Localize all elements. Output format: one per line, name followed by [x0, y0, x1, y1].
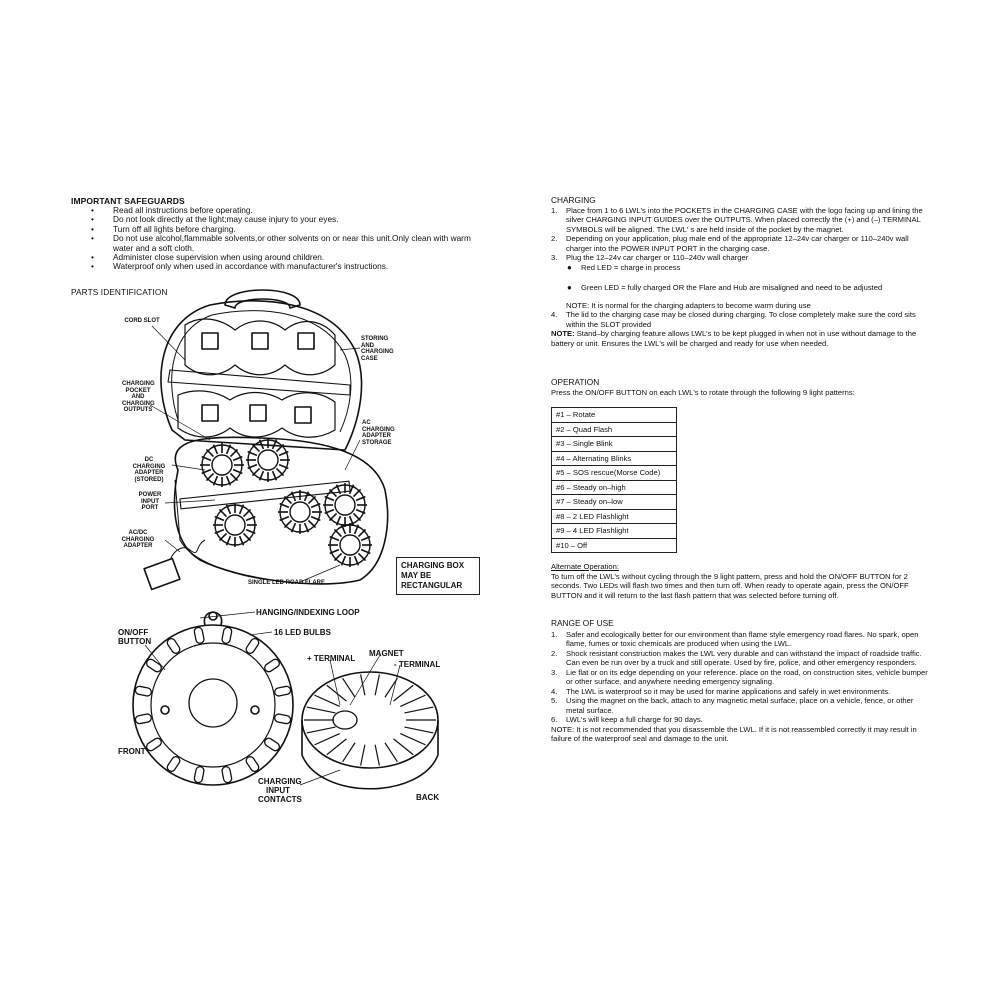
charging-item: 2. Depending on your application, plug male end of the appropriate 12–24v car charger or 110–240v wall charger into the POWER INPUT PORT in the charging case. — [551, 234, 909, 253]
operation-section — [551, 378, 931, 397]
safeguard-item: • Turn off all lights before charging. — [71, 225, 471, 234]
label-single-flare: SINGLE LED ROAD FLARE — [248, 580, 326, 586]
led-bulb — [166, 755, 182, 773]
label-minus-terminal: - TERMINAL — [394, 660, 441, 669]
range-item: 2. Shock resistant construction makes the LWL very durable and can withstand the impact of roadside traffic. Can even be run over by a truck and still operate. Used by fire, police, and other emergency responders. — [551, 648, 922, 668]
led-bulb — [245, 755, 261, 773]
charging-note1: NOTE: It is normal for the charging adapters to become warm during use — [566, 300, 811, 310]
range-note: NOTE: It is not recommended that you disassemble the LWL. If it is not reassembled correctly it may result in failure of the waterproof seal and damage to the unit. — [551, 724, 917, 744]
label-dc-adapter: DC CHARGING ADAPTER (STORED) — [132, 457, 166, 483]
rib — [307, 727, 336, 733]
small-flare — [246, 438, 290, 482]
pattern-row: #1 – Rotate — [552, 408, 677, 423]
led-red: ● Red LED = charge in process — [551, 263, 931, 272]
magnet-disc — [333, 711, 357, 729]
rib — [327, 685, 347, 701]
pattern-row: #6 – Steady on–high — [552, 480, 677, 495]
alternate-operation — [551, 562, 927, 600]
wall-plug — [144, 559, 180, 590]
rib — [343, 743, 355, 762]
rib — [343, 678, 355, 697]
led-bulb — [245, 637, 261, 655]
alt-heading: Alternate Operation: — [551, 562, 619, 571]
range-item: 4. The LWL is waterproof so it may be used for marine applications and safely in wet environments. — [551, 686, 891, 696]
safeguard-item: • Do not look directly at the light;may cause injury to your eyes. — [71, 215, 471, 224]
label-cord-slot: CORD SLOT — [124, 318, 160, 324]
small-flare — [200, 443, 244, 487]
rib — [405, 707, 434, 713]
small-flare — [213, 503, 257, 547]
small-flare — [278, 490, 322, 534]
rib — [314, 695, 339, 706]
safeguards-heading: IMPORTANT SAFEGUARDS — [71, 196, 185, 206]
led-bulb — [194, 627, 205, 644]
pattern-row: #8 – 2 LED Flashlight — [552, 509, 677, 524]
charging-item: 1. Place from 1 to 6 LWL's into the POCKETS in the CHARGING CASE with the logo facing up and lining the silver CHARGING INPUT GUIDES over the OUTPUTS. When placed correctly the (+) and (–) TERMINAL SYMBOLS will be aligned. The LWL' s are held inside of the pocket by the magnet. — [551, 205, 923, 234]
range-item: 3. Lie flat or on its edge depending on your reference. place on the road, on construction sites, vehicle bumper or other surface, and anywhere needing emergency signaling. — [551, 667, 928, 687]
hanging-loop — [204, 612, 221, 625]
led-bulb — [274, 686, 291, 697]
label-contacts: CHARGING INPUT CONTACTS — [258, 777, 302, 804]
charging-heading: CHARGING — [551, 195, 596, 205]
led-bulb — [145, 658, 163, 674]
label-acdc-adapter: AC/DC CHARGING ADAPTER — [121, 530, 155, 550]
rib — [400, 734, 425, 745]
rib — [400, 695, 425, 706]
label-storing-case: STORING AND CHARGING CASE — [361, 336, 394, 362]
label-charging-pocket: CHARGING POCKET AND CHARGING OUTPUTS — [122, 381, 155, 414]
charging-item: 3. Plug the 12–24v car charger or 110–240v wall charger — [551, 253, 749, 263]
alt-text: To turn off the LWL's without cycling through the 9 light pattern, press and hold the ON/OFF BUTTON for 2 seconds. Two LEDs will flash two times and then turn off. When ready to operate again, press the ON/OFF BUTTON and it will return to the last flash pattern that was selected before turning off. — [551, 571, 909, 600]
pattern-row: #2 – Quad Flash — [552, 422, 677, 437]
led-bulb — [221, 627, 232, 644]
small-flare — [328, 523, 372, 567]
label-front: FRONT — [118, 747, 146, 756]
rib — [314, 734, 339, 745]
rib — [394, 685, 414, 701]
operation-intro: Press the ON/OFF BUTTON on each LWL's to rotate through the following 9 light patterns: — [551, 387, 855, 397]
rib — [394, 739, 414, 755]
rib — [361, 745, 365, 766]
led-bulb — [145, 737, 163, 753]
safeguard-item: • Read all instructions before operating. — [71, 206, 471, 215]
rib — [361, 674, 365, 695]
led-bulb — [221, 766, 232, 783]
led-bulb — [263, 737, 281, 753]
led-bulb — [263, 658, 281, 674]
safeguard-item: • Administer close supervision when using around children. — [71, 253, 471, 262]
pattern-row: #10 – Off — [552, 538, 677, 553]
label-plus-terminal: + TERMINAL — [307, 654, 356, 663]
charging-note2: NOTE: Stand–by charging feature allows LWL's to be kept plugged in when not in use without damage to the battery or unit. Ensures the LWL's will be charged and ready for use when needed. — [551, 329, 917, 348]
led-bulb — [194, 766, 205, 783]
rib — [385, 678, 397, 697]
small-flare — [323, 483, 367, 527]
label-on-off: ON/OFF BUTTON — [118, 628, 152, 646]
pattern-row: #9 – 4 LED Flashlight — [552, 524, 677, 539]
rib — [375, 745, 379, 766]
label-back: BACK — [416, 793, 440, 802]
parts-heading: PARTS IDENTIFICATION — [71, 287, 168, 297]
rib — [307, 707, 336, 713]
led-bulb — [166, 637, 182, 655]
led-bulb — [135, 713, 152, 724]
safeguard-item: • Waterproof only when used in accordance with manufacturer's instructions. — [71, 262, 471, 271]
label-magnet: MAGNET — [369, 649, 404, 658]
label-power-port: POWER INPUT PORT — [138, 492, 162, 512]
range-item: 5. Using the magnet on the back, attach to any magnetic metal surface, place on a vehicle, fence, or other metal surface. — [551, 696, 914, 715]
charging-section — [551, 196, 931, 348]
charging-item: 4. The lid to the charging case may be closed during charging. To close completely make sure the cord sits within the SLOT provided — [551, 310, 916, 329]
rib — [405, 727, 434, 733]
safeguard-item: • Do not use alcohol,flammable solvents,or other solvents on or near this unit.Only clean with warm water and a soft cloth. — [71, 234, 471, 253]
rib — [327, 739, 347, 755]
label-led-bulbs: 16 LED BULBS — [274, 628, 331, 637]
pattern-row: #3 – Single Blink — [552, 437, 677, 452]
range-item: 1. Safer and ecologically better for our environment than flame style emergency road flares. No spark, open flame, fumes or toxic chemicals are produced when using the LWL. — [551, 629, 919, 649]
pattern-row: #4 – Alternating Blinks — [552, 451, 677, 466]
label-hanging-loop: HANGING/INDEXING LOOP — [256, 608, 360, 617]
range-item: 6. LWL's will keep a full charge for 90 days. — [551, 715, 703, 725]
rib — [375, 674, 379, 695]
rib — [385, 743, 397, 762]
led-green: ● Green LED = fully charged OR the Flare and Hub are misaligned and need to be adjusted — [551, 283, 931, 292]
case-lid — [161, 301, 362, 450]
range-heading: RANGE OF USE — [551, 618, 614, 628]
note-box: CHARGING BOX MAY BE RECTANGULAR — [396, 557, 480, 595]
led-bulb — [274, 713, 291, 724]
pattern-table — [551, 407, 677, 553]
pattern-row: #7 – Steady on–low — [552, 495, 677, 510]
led-bulb — [135, 686, 152, 697]
range-section — [551, 619, 931, 744]
label-ac-storage: AC CHARGING ADAPTER STORAGE — [362, 420, 395, 446]
operation-heading: OPERATION — [551, 377, 600, 387]
case-handle — [225, 290, 300, 308]
front-flare-body — [133, 625, 293, 785]
pattern-row: #5 – SOS rescue(Morse Code) — [552, 466, 677, 481]
